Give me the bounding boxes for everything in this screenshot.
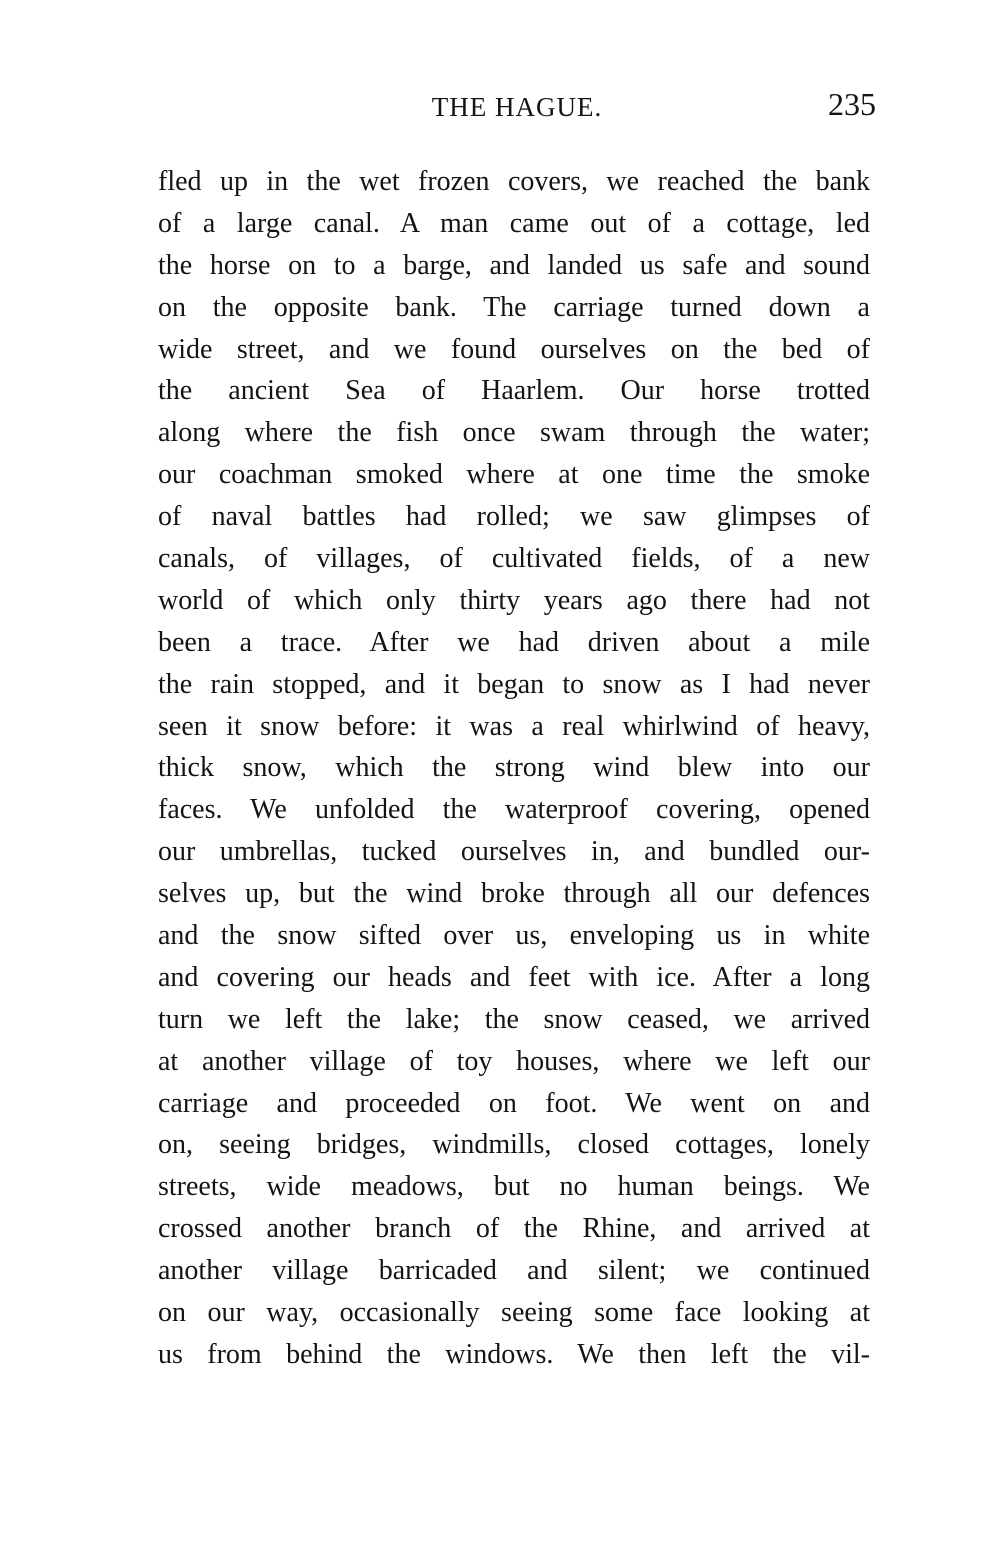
- text-line: along where the fish once swam through the water;: [158, 417, 870, 449]
- text-line: the ancient Sea of Haarlem. Our horse trotted: [158, 375, 870, 407]
- text-line: our coachman smoked where at one time the smoke: [158, 459, 870, 491]
- text-line: carriage and proceeded on foot. We went on and: [158, 1087, 870, 1119]
- text-line: on the opposite bank. The carriage turned down a: [158, 291, 870, 323]
- text-line: fled up in the wet frozen covers, we reached the bank: [158, 166, 870, 197]
- text-line: us from behind the windows. We then left the vil-: [158, 1338, 870, 1370]
- text-line: seen it snow before: it was a real whirlwind of heavy,: [158, 710, 870, 742]
- text-line: of naval battles had rolled; we saw glimpses of: [158, 501, 870, 533]
- text-line: turn we left the lake; the snow ceased, we arrived: [158, 1003, 870, 1035]
- text-line: world of which only thirty years ago there had not: [158, 584, 870, 616]
- running-title: THE HAGUE.: [431, 92, 603, 122]
- text-line: and the snow sifted over us, enveloping us in white: [158, 920, 870, 952]
- running-head: [158, 86, 876, 130]
- body-text: [158, 161, 870, 1376]
- text-line: been a trace. After we had driven about a mile: [158, 626, 870, 658]
- text-line: on, seeing bridges, windmills, closed cottages, lonely: [158, 1129, 870, 1161]
- text-line: the rain stopped, and it began to snow as I had never: [158, 668, 870, 700]
- text-line: on our way, occasionally seeing some face looking at: [158, 1297, 870, 1329]
- text-line: and covering our heads and feet with ice. After a long: [158, 961, 870, 993]
- text-line: at another village of toy houses, where we left our: [158, 1045, 870, 1077]
- text-line: of a large canal. A man came out of a cottage, led: [158, 207, 870, 239]
- text-line: crossed another branch of the Rhine, and arrived at: [158, 1213, 870, 1245]
- text-line: wide street, and we found ourselves on the bed of: [158, 333, 870, 365]
- text-line: our umbrellas, tucked ourselves in, and bundled our-: [158, 836, 870, 868]
- text-line: the horse on to a barge, and landed us safe and sound: [158, 249, 870, 281]
- text-line: faces. We unfolded the waterproof covering, opened: [158, 794, 870, 826]
- text-line: selves up, but the wind broke through all our defences: [158, 878, 870, 910]
- text-line: streets, wide meadows, but no human beings. We: [158, 1171, 870, 1203]
- text-line: another village barricaded and silent; we continued: [158, 1255, 870, 1287]
- text-line: thick snow, which the strong wind blew into our: [158, 752, 870, 784]
- text-line: canals, of villages, of cultivated fields, of a new: [158, 543, 870, 575]
- page-number: 235: [828, 86, 876, 122]
